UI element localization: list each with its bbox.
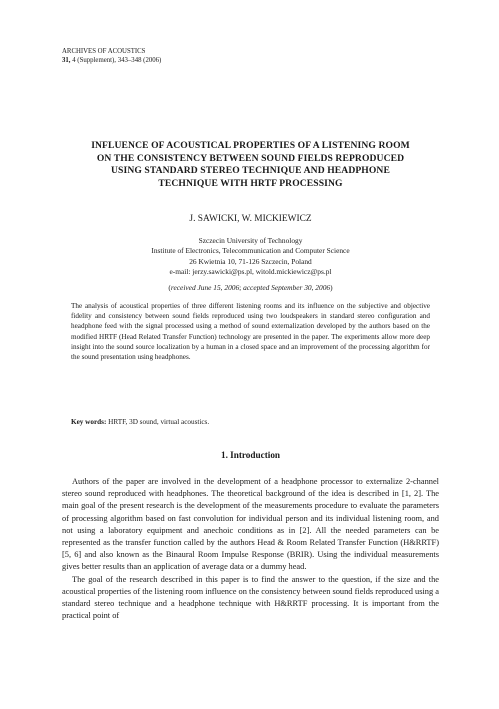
accepted-date: accepted September 30, 2006 [243, 283, 331, 292]
title-line: ON THE CONSISTENCY BETWEEN SOUND FIELDS REPRODUCED [96, 152, 405, 164]
affiliation [62, 236, 439, 277]
affiliation-line: e-mail: jerzy.sawicki@ps.pl, witold.mickiewicz@ps.pl [169, 266, 332, 276]
journal-header [62, 47, 161, 65]
paragraph: The goal of the research described in this paper is to find the answer to the question, if the size and the acoustical properties of the listening room influence on the consistency between sound fields reproduced using a standard stereo technique and a headphone technique with H&RRTF processing. It is important from the practical point of [62, 574, 439, 621]
affiliation-line: 26 Kwietnia 10, 71-126 Szczecin, Poland [189, 256, 312, 266]
journal-name: ARCHIVES OF ACOUSTICS [62, 48, 146, 55]
keywords [71, 418, 209, 426]
authors: J. SAWICKI, W. MICKIEWICZ [189, 214, 312, 224]
journal-citation [62, 56, 161, 65]
keywords-text: HRTF, 3D sound, virtual acoustics. [108, 418, 210, 426]
section-heading: 1. Introduction [220, 450, 281, 460]
title-line: USING STANDARD STEREO TECHNIQUE AND HEADPHONE [111, 165, 390, 176]
journal-issue: 4 (Supplement), 343–348 (2006) [72, 57, 162, 64]
abstract: The analysis of acoustical properties of three different listening rooms and its influence on the subjective and objective fidelity and consistency between sound fields reproduced using two loudspeakers in standard stereo configuration and headphone feed with the signal processed using a method of sound externalization developed by the authors based on the modified HRTF (Head Related Transfer Function) technology are presented in the paper. The experiments allow more deep insight into the sound source localization by a human in a closed space and an improvement of the processing algorithm for the sound presentation using headphones. [71, 302, 430, 362]
paper-title [62, 140, 439, 190]
paragraph: Authors of the paper are involved in the development of a headphone processor to externalize 2-channel stereo sound reproduced with headphones. The theoretical background of the idea is described in [1, 2]. The main goal of the present research is the development of the measurements procedure to evaluate the parameters of processing algorithm based on fast convolution for individual person and its individual listening room, and not using a laboratory equipment and anechoic conditions as in [2]. All the needed parameters can be represented as the transfer function called by the authors Head & Room Related Transfer Function (H&RRTF) [5, 6] and also known as the Binaural Room Impulse Response (BRIR). Using the individual measurements gives better results than an application of average data or a dummy head. [62, 477, 439, 572]
title-line: INFLUENCE OF ACOUSTICAL PROPERTIES OF A LISTENING ROOM [91, 140, 410, 151]
affiliation-line: Szczecin University of Technology [198, 236, 303, 245]
affiliation-line: Institute of Electronics, Telecommunication and Computer Science [151, 246, 350, 256]
received-dates: (received June 15, 2006; accepted September 30, 2006) [168, 283, 333, 292]
keywords-label: Key words: [71, 418, 107, 426]
journal-volume: 31, [62, 57, 71, 64]
body-text [62, 476, 439, 622]
received-date: received June 15, 2006 [170, 283, 240, 292]
title-line: TECHNIQUE WITH HRTF PROCESSING [158, 177, 343, 189]
